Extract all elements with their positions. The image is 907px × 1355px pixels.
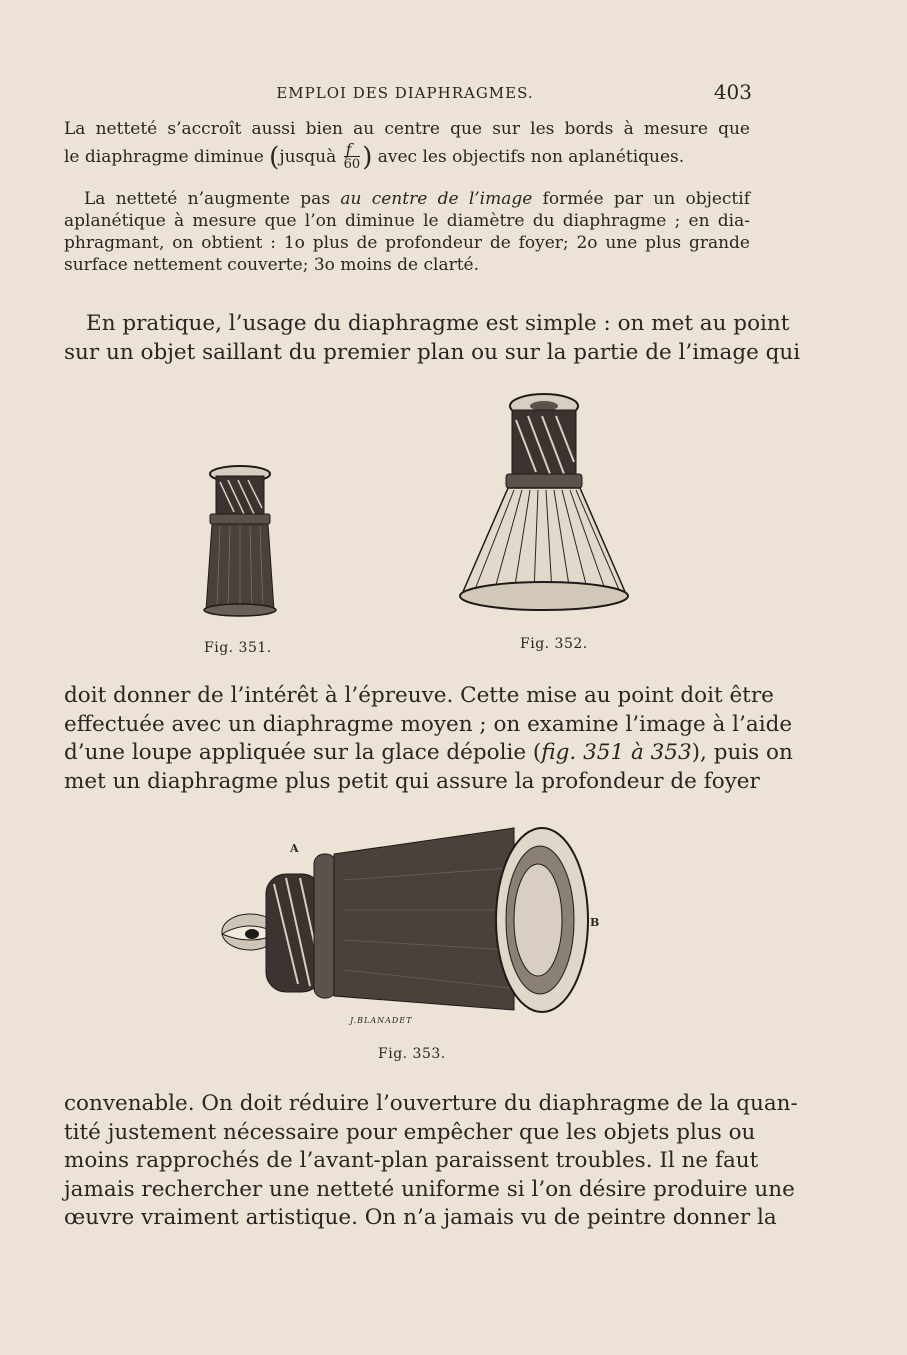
text-line bbox=[64, 739, 793, 768]
italic-span: au centre de l’image bbox=[340, 189, 533, 209]
text-line: met un diaphragme plus petit qui assure la profondeur de foyer bbox=[64, 768, 760, 794]
text-line: surface nettement couverte; 3o moins de clarté. bbox=[64, 255, 480, 275]
paragraph-aplanetic bbox=[64, 188, 750, 276]
fraction-numerator: f bbox=[344, 144, 361, 157]
engraver-signature: J.BLANADET bbox=[350, 1016, 413, 1025]
text-span: formée par un objectif bbox=[532, 189, 750, 209]
text-span: d’une loupe appliquée sur la glace dépolie ( bbox=[64, 740, 542, 766]
figure-353-caption: Fig. 353. bbox=[378, 1046, 446, 1062]
text-span: le diaphragme diminue bbox=[64, 147, 270, 167]
figure-352-caption: Fig. 352. bbox=[520, 636, 588, 652]
fraction-f-over-60 bbox=[343, 140, 361, 172]
paragraph-practice bbox=[64, 310, 801, 367]
text-line: aplanétique à mesure que l’on diminue le diamètre du diaphragme ; en dia- bbox=[64, 211, 750, 231]
text-line: moins rapprochés de l’avant-plan paraissent troubles. Il ne faut bbox=[64, 1148, 759, 1174]
paragraph-focusing bbox=[64, 682, 793, 796]
text-line: phragmant, on obtient : 1o plus de profondeur de foyer; 2o une plus grande bbox=[64, 233, 750, 253]
text-span: ), puis on bbox=[691, 740, 793, 766]
figure-352-loupe bbox=[454, 390, 634, 630]
text-span: jusquà bbox=[279, 147, 342, 167]
paragraph-aperture bbox=[64, 1090, 798, 1233]
text-line: jamais rechercher une netteté uniforme si l’on désire produire une bbox=[64, 1176, 795, 1202]
text-line: sur un objet saillant du premier plan ou sur la partie de l’image qui bbox=[64, 339, 801, 365]
text-line: tité justement nécessaire pour empêcher que les objets plus ou bbox=[64, 1119, 756, 1145]
figure-label-b: B bbox=[590, 916, 600, 929]
text-line-with-fraction bbox=[64, 140, 750, 173]
text-line: La netteté s’accroît aussi bien au centre que sur les bords à mesure que bbox=[64, 119, 750, 139]
right-paren: ) bbox=[362, 142, 373, 173]
paragraph-sharpness bbox=[64, 118, 750, 171]
text-line: convenable. On doit réduire l’ouverture du diaphragme de la quan- bbox=[64, 1091, 798, 1116]
text-line: œuvre vraiment artistique. On n’a jamais vu de peintre donner la bbox=[64, 1205, 777, 1231]
figure-351-caption: Fig. 351. bbox=[204, 640, 272, 656]
text-span: avec les objectifs non aplanétiques. bbox=[372, 147, 685, 167]
figure-351-loupe bbox=[190, 464, 290, 624]
fraction-denominator: 60 bbox=[343, 157, 361, 172]
text-line: En pratique, l’usage du diaphragme est simple : on met au point bbox=[86, 311, 790, 336]
running-header: EMPLOI DES DIAPHRAGMES. bbox=[276, 84, 534, 102]
text-line: effectuée avec un diaphragme moyen ; on examine l’image à l’aide bbox=[64, 711, 793, 737]
italic-span: fig. 351 à 353 bbox=[541, 740, 692, 766]
text-span: La netteté n’augmente pas bbox=[84, 189, 341, 209]
figure-label-a: A bbox=[290, 842, 299, 855]
text-line: doit donner de l’intérêt à l’épreuve. Cette mise au point doit être bbox=[64, 683, 774, 708]
figure-353-loupe bbox=[214, 820, 594, 1020]
page-number: 403 bbox=[713, 80, 752, 104]
text-line bbox=[64, 188, 750, 210]
left-paren: ( bbox=[269, 142, 280, 173]
